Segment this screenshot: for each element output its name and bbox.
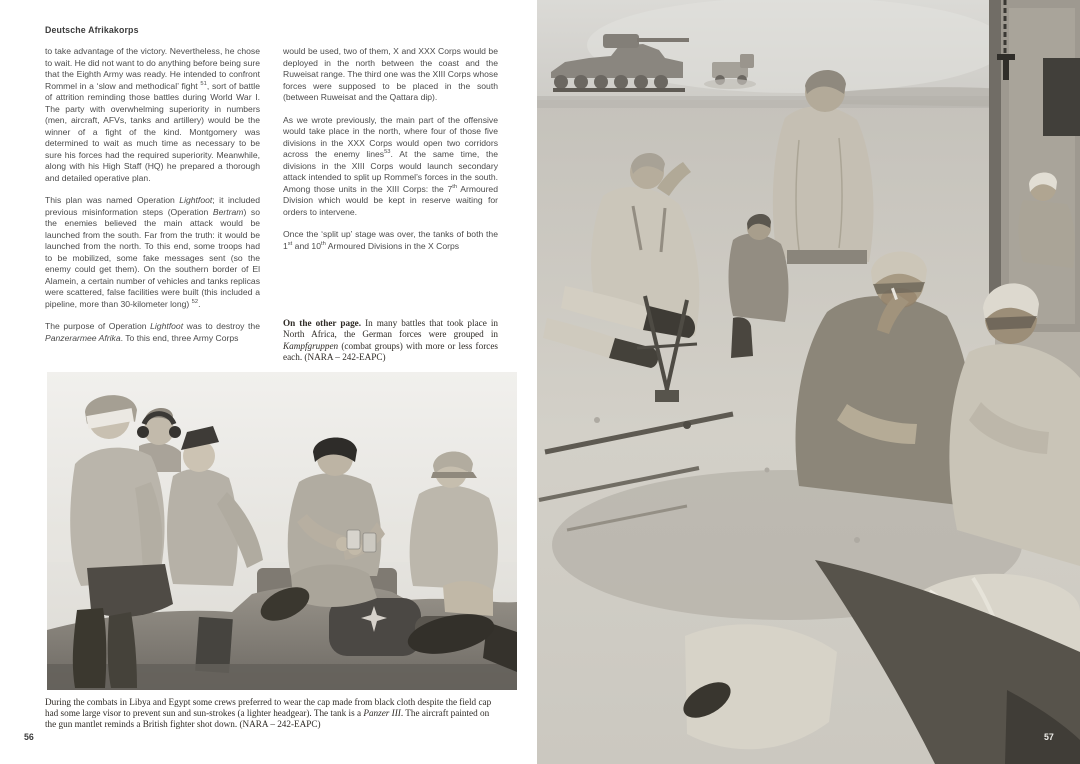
tall-boot — [731, 317, 753, 358]
outstretched-legs — [677, 624, 837, 749]
ordinal-superscript: st — [287, 240, 293, 247]
paragraph-text: would be used, two of them, X and XXX Corps would be deployed in the north between the coast and the Ruweisat range. The third one was the XIII Corps whose forces were supposed to be placed in the south (between Ruweisat and the Qattara dip). — [283, 46, 498, 102]
caption-text: During the combats in Libya and Egypt some crews preferred to wear the cap made from black cloth despite the field cap had some large visor to prevent sun and sun-strokes (a lighter headgear). The tank is a — [45, 697, 492, 719]
paragraph-text: ; it included previous misinformation steps (Operation — [45, 195, 260, 217]
ordinal-superscript: th — [452, 183, 458, 190]
right-page-photo-kampfgruppe — [537, 0, 1080, 764]
ration-can — [347, 530, 360, 549]
paragraph-text: As we wrote previously, the main part of the offensive would take place in the north, where four of those five divisions in the XXX Corps would open two corridors across the enemy lines — [283, 114, 498, 159]
body-paragraph — [45, 195, 260, 310]
photo-kampfgruppe-art — [537, 0, 1080, 764]
paragraph-text: to take advantage of the victory. Nevertheless, he chose to wait. He did not want to do anything before being sure that the Eighth Army was ready. He intended to confront Rommel in a ‘slow and methodical’ fight — [45, 46, 260, 91]
text-column-right — [283, 46, 498, 263]
paragraph-text: Armoured Divisions in the X Corps — [325, 240, 460, 251]
italic-term: Panzer III — [363, 708, 401, 719]
body-paragraph — [45, 321, 260, 344]
dark-opening — [1043, 58, 1080, 136]
caption-lead: On the other page. — [283, 318, 362, 328]
stone — [854, 537, 860, 543]
stone — [765, 468, 770, 473]
paragraph-text: . At the same time, the divisions in the XIII Corps would launch secondary attack intended to split up Rommel’s forces in the south. Among those units in the XIII Corps: the 7 — [283, 149, 498, 194]
left-page — [0, 0, 537, 764]
paragraph-text: , sort of battle of attrition reminding those battles during World War I. The party with overwhelming superiority in numbers (men, aircraft, AFVs, tanks and artillery) would be the winner of a fight of the kind. Montgomery was determined to wait as much time as necessary to be sure his forces had the required superiority. Meanwhile, along with his High Staff (HQ) he prepared a thorough and detailed operative plan. — [45, 80, 260, 183]
italic-term: Lightfoot — [179, 195, 213, 205]
paragraph-text: . To this end, three Army Corps — [120, 332, 239, 343]
footnote-marker: 52 — [191, 298, 199, 305]
page-number-56: 56 — [24, 732, 34, 742]
paragraph-text: The purpose of Operation — [45, 321, 151, 331]
paragraph-text: ) so the enemies believed the main attack would be launched from the south. Far from the truth: it would be launched from the north. To this end, some troops had to be mobilized, some fake messages sent (so the enemy could get them). On the southern border of El Alamein, a certain number of vehicles and tanks replicas were scattered, false facilities were built (this included a pipeline, more than 30-kilometer long) — [45, 206, 260, 309]
footnote-marker: 53 — [384, 149, 391, 156]
chain-hook — [1003, 60, 1009, 80]
page-number-57: 57 — [1044, 732, 1054, 742]
body-paragraph — [283, 46, 498, 104]
body-paragraph — [45, 46, 260, 184]
text-column-left — [45, 46, 260, 355]
italic-term: Bertram — [212, 206, 244, 217]
paragraph-text: and 10 — [292, 240, 321, 251]
ration-can — [363, 533, 376, 552]
caption-text: In many battles that took place in North Africa, the German forces were grouped in — [283, 318, 498, 340]
ordinal-superscript: th — [320, 240, 326, 247]
caption-text: . The aircraft painted on the gun mantlet reminds a British fighter shot down. (NARA – 242-EAPC) — [45, 708, 490, 730]
italic-term: Lightfoot — [150, 321, 184, 331]
body-paragraph — [283, 115, 498, 219]
photo-caption — [45, 697, 497, 731]
photo-panzer-crew-art — [47, 372, 517, 690]
facing-photo-caption — [283, 318, 498, 364]
italic-term: Panzerarmee Afrika — [45, 332, 121, 343]
body-paragraph — [283, 229, 498, 252]
running-header: Deutsche Afrikakorps — [45, 25, 139, 35]
tank-gun — [637, 38, 689, 42]
paragraph-text: . — [198, 298, 201, 309]
italic-term: Kampfgruppen — [283, 340, 339, 351]
paragraph-text: Armoured Division which would be kept in reserve waiting for orders to intervene. — [283, 183, 498, 217]
paragraph-text: was to destroy the — [183, 321, 260, 331]
photo-panzer-crew — [47, 372, 517, 690]
caption-text: (combat groups) with more or less forces each. (NARA – 242-EAPC) — [283, 340, 498, 363]
footnote-marker: 51 — [200, 80, 207, 87]
dust-haze — [587, 0, 1007, 93]
paragraph-text: This plan was named Operation — [45, 195, 180, 205]
stone — [594, 417, 600, 423]
paragraph-text: Once the ‘split up’ stage was over, the tanks of both the 1 — [283, 229, 498, 251]
